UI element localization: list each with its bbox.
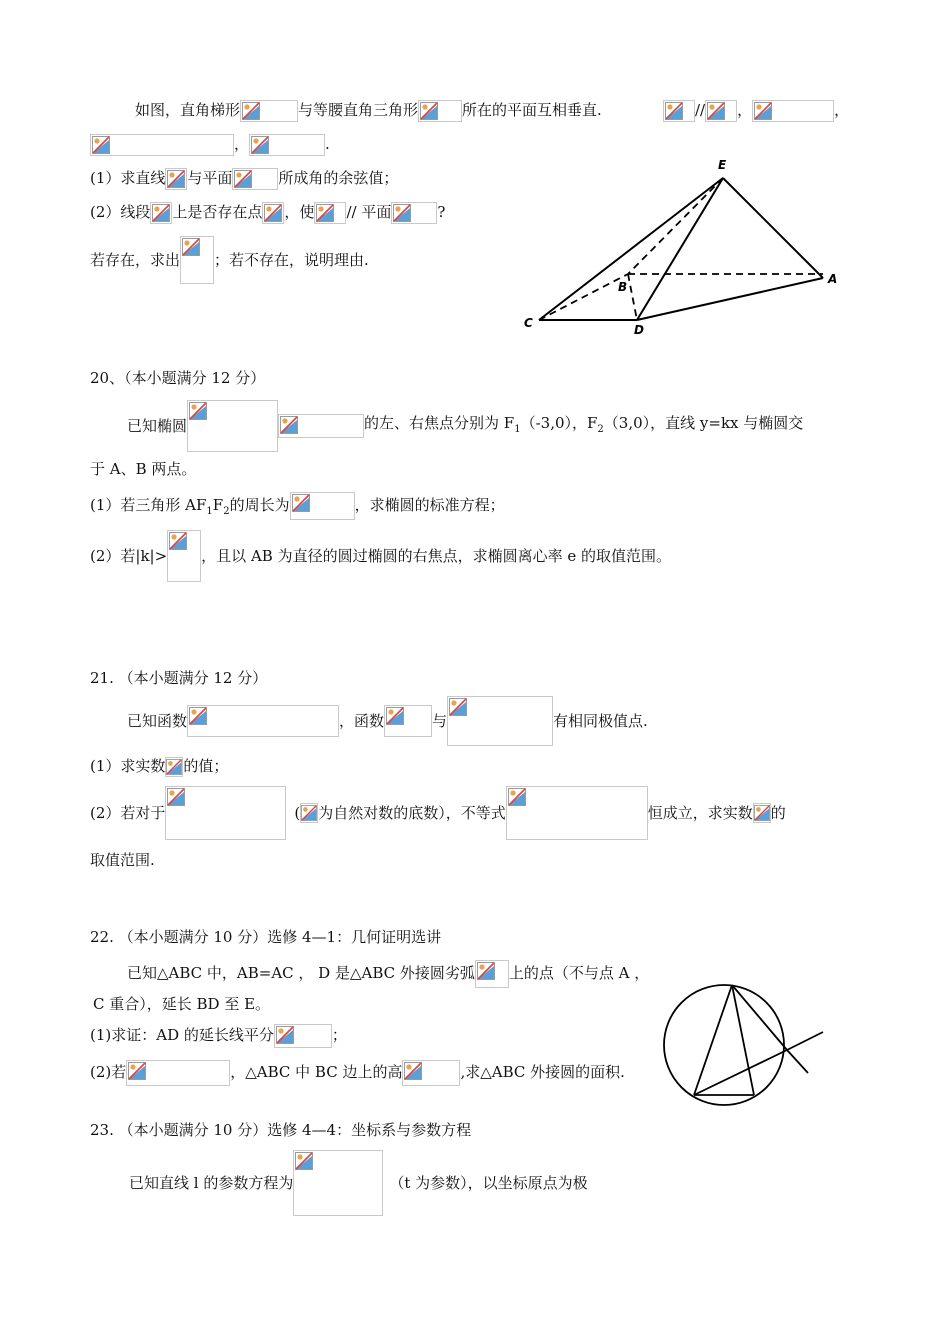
- p20-q2: (2）若|k|> ，且以 AB 为直径的圆过椭圆的右焦点，求椭圆离心率 e 的取值范围。: [90, 530, 671, 582]
- broken-image-icon: [402, 1060, 460, 1086]
- p21-q2-cont: 取值范围.: [90, 851, 155, 869]
- p21-q2: (2）若对于 ( 为自然对数的底数），不等式 恒成立，求实数 的: [90, 786, 786, 840]
- p19-line2: ， .: [90, 134, 330, 156]
- p19-q2-cont: 若存在，求出 ；若不存在，说明理由.: [90, 236, 369, 284]
- broken-image-icon: [663, 100, 695, 122]
- p23-line1: 已知直线 l 的参数方程为 （t 为参数），以坐标原点为极: [129, 1150, 588, 1216]
- p20-line1: 已知椭圆 的左、右焦点分别为 $F_1(-3,0)$，$F_2(3,0)$，直线 y=kx 与椭圆交: [127, 400, 803, 452]
- p22-line2: C 重合），延长 BD 至 E。: [93, 995, 271, 1013]
- broken-image-icon: [262, 202, 284, 224]
- p19-line1: 如图，直角梯形 与等腰直角三角形 所在的平面互相垂直.: [135, 100, 602, 122]
- label-d: D: [634, 323, 644, 337]
- broken-image-icon: [240, 100, 298, 122]
- broken-image-icon: [187, 400, 278, 452]
- broken-image-icon: [384, 705, 432, 737]
- broken-image-icon: [391, 202, 437, 224]
- broken-image-icon: [418, 100, 462, 122]
- broken-image-icon: [314, 202, 346, 224]
- p21-line1: 已知函数 ，函数 与 有相同极值点.: [127, 696, 648, 746]
- p19-q2: (2）线段 上是否存在点 ，使 // 平面 ?: [90, 202, 445, 224]
- broken-image-icon: [165, 786, 286, 840]
- broken-image-icon: [90, 134, 234, 156]
- broken-image-icon: [126, 1060, 230, 1086]
- broken-image-icon: [165, 168, 187, 190]
- p22-q1: (1)求证：AD 的延长线平分 ；: [90, 1024, 347, 1048]
- circle-figure: [655, 978, 835, 1113]
- p19-q1: (1）求直线 与平面 所成角的余弦值；: [90, 168, 398, 190]
- p22-head: 22. （本小题满分 10 分）选修 4—1：几何证明选讲: [90, 928, 442, 946]
- broken-image-icon: [232, 168, 278, 190]
- label-e: E: [718, 158, 727, 172]
- broken-image-icon: [249, 134, 325, 156]
- p19-line1-right: // ， ，: [663, 100, 849, 122]
- label-c: C: [524, 316, 533, 330]
- label-a: A: [828, 272, 838, 286]
- p22-q2: (2)若 ，△ABC 中 BC 边上的高 ,求△ABC 外接圆的面积.: [90, 1060, 625, 1086]
- p23-head: 23. （本小题满分 10 分）选修 4—4：坐标系与参数方程: [90, 1121, 472, 1139]
- broken-image-icon: [187, 705, 339, 737]
- broken-image-icon: [705, 100, 737, 122]
- broken-image-icon: [167, 530, 201, 582]
- p21-head: 21. （本小题满分 12 分）: [90, 669, 268, 687]
- broken-image-icon: [475, 960, 509, 988]
- broken-image-icon: [290, 492, 355, 520]
- p20-q1: (1）若三角形 $AF_1F_2$的周长为 ，求椭圆的标准方程；: [90, 492, 505, 522]
- broken-image-icon: [274, 1024, 332, 1048]
- broken-image-icon: [506, 786, 648, 840]
- broken-image-icon: [165, 757, 183, 777]
- broken-image-icon: [150, 202, 172, 224]
- p22-line1: 已知△ABC 中，AB=AC ， D 是△ABC 外接圆劣弧 上的点（不与点 A ，: [127, 960, 649, 988]
- label-b: B: [618, 280, 628, 294]
- p20-head: 20、（本小题满分 12 分）: [90, 369, 266, 387]
- broken-image-icon: [753, 803, 771, 823]
- broken-image-icon: [278, 414, 364, 438]
- p21-q1: (1）求实数 的值；: [90, 757, 229, 775]
- broken-image-icon: [752, 100, 834, 122]
- broken-image-icon: [293, 1150, 383, 1216]
- broken-image-icon: [447, 696, 553, 746]
- p20-line2: 于 A、B 两点。: [90, 460, 197, 478]
- broken-image-icon: [180, 236, 214, 284]
- broken-image-icon: [300, 803, 318, 823]
- pyramid-figure: [515, 150, 855, 345]
